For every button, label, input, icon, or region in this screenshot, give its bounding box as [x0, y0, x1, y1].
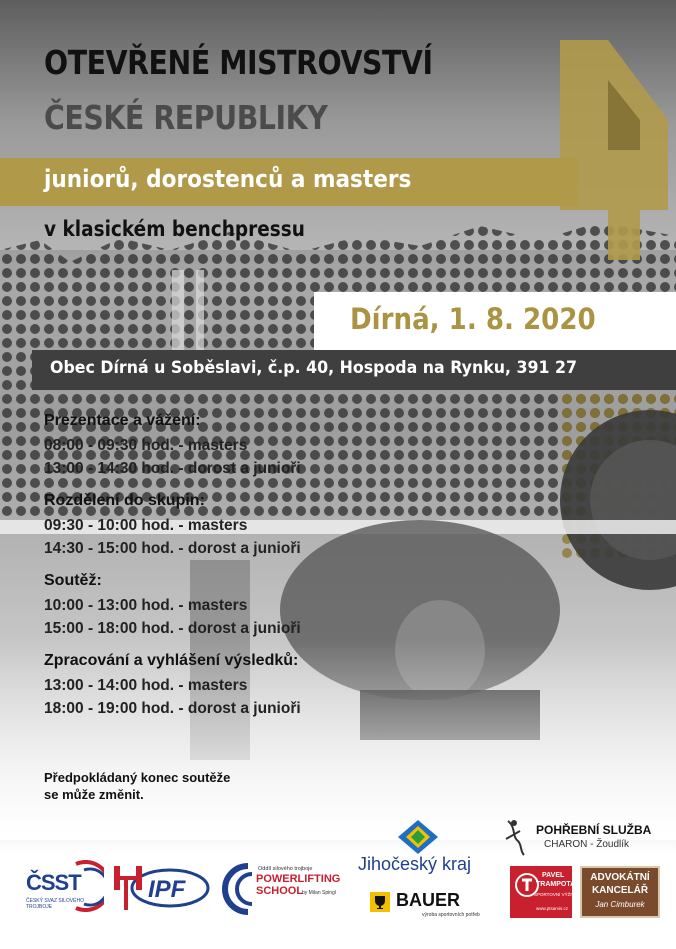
- jck-emblem-icon: [398, 820, 438, 854]
- csst-small-label: ČESKÝ SVAZ SILOVÉHO TROJBOJE: [26, 898, 84, 910]
- title-line-2: ČESKÉ REPUBLIKY: [44, 98, 328, 137]
- trampota-label-2: TRAMPOTA: [536, 881, 576, 888]
- advokat-label-2: KANCELÁŘ: [591, 885, 649, 896]
- pls-main-label-2: SCHOOL: [256, 885, 304, 897]
- schedule-row: 14:30 - 15:00 hod. - dorost a junioři: [44, 540, 301, 557]
- advokatni-kancelar-logo: [580, 866, 660, 918]
- discipline-text: v klasickém benchpressu: [44, 217, 305, 241]
- jihocesky-kraj-logo: [354, 818, 494, 878]
- pls-main-label-1: POWERLIFTING: [256, 873, 341, 885]
- csst-label: ČSST: [26, 870, 81, 895]
- powerlifting-school-logo: [222, 860, 342, 918]
- trophy-icon: [370, 892, 390, 912]
- pohreb-label-2: CHARON - Žoudlík: [544, 839, 630, 850]
- schedule-row: 15:00 - 18:00 hod. - dorost a junioři: [44, 620, 301, 637]
- categories-text: juniorů, dorostenců a masters: [44, 165, 412, 193]
- pohreb-label-1: POHŘEBNÍ SLUŽBA: [536, 823, 652, 837]
- schedule-row: 10:00 - 13:00 hod. - masters: [44, 597, 248, 614]
- bauer-label: BAUER: [396, 890, 461, 910]
- pls-by-label: by Milan Spingl: [302, 890, 336, 896]
- schedule-row: 18:00 - 19:00 hod. - dorost a junioři: [44, 700, 301, 717]
- jck-label: Jihočeský kraj: [358, 854, 472, 874]
- trampota-label-4: www.ptsarvis.cz: [536, 906, 569, 911]
- csst-logo: [24, 860, 104, 916]
- trampota-label-1: PAVEL: [542, 872, 565, 879]
- advokat-label-1: ADVOKÁTNÍ: [590, 872, 650, 883]
- ipf-logo: [110, 858, 210, 918]
- event-address: Obec Dírná u Soběslavi, č.p. 40, Hospoda na Rynku, 391 27: [50, 358, 578, 378]
- schedule-row: 13:00 - 14:00 hod. - masters: [44, 677, 248, 694]
- ipf-label: IPF: [148, 876, 186, 903]
- hourglass-figure-icon: [502, 817, 530, 857]
- event-date: Dírná, 1. 8. 2020: [350, 302, 596, 336]
- note-line-2: se může změnit.: [44, 787, 144, 802]
- bauer-logo: [370, 890, 490, 920]
- pohrebni-sluzba-logo: [500, 815, 670, 859]
- schedule-section-title: Soutěž:: [44, 572, 102, 589]
- schedule-row: 13:00 - 14:30 hod. - dorost a junioři: [44, 460, 301, 477]
- title-line-1: OTEVŘENÉ MISTROVSTVÍ: [44, 43, 433, 82]
- schedule-row: 09:30 - 10:00 hod. - masters: [44, 517, 248, 534]
- trampota-label-3: SPORTOVNÍ VÝŽIVA: [534, 892, 578, 897]
- note-line-1: Předpokládaný konec soutěže: [44, 770, 231, 785]
- pls-top-label: Oddíl silového trojboje: [258, 866, 313, 872]
- schedule-section-title: Zpracování a vyhlášení výsledků:: [44, 652, 299, 669]
- schedule-section-title: Rozdělení do skupin:: [44, 492, 205, 509]
- schedule-section-title: Prezentace a vážení:: [44, 412, 201, 429]
- bauer-small-label: výroba sportovních potřeb: [422, 912, 480, 918]
- advokat-label-3: Jan Cimburek: [595, 900, 645, 909]
- end-time-note: [44, 769, 264, 803]
- pavel-trampota-logo: [510, 866, 578, 918]
- schedule-row: 08:00 - 09:30 hod. - masters: [44, 437, 248, 454]
- schedule: [44, 408, 374, 720]
